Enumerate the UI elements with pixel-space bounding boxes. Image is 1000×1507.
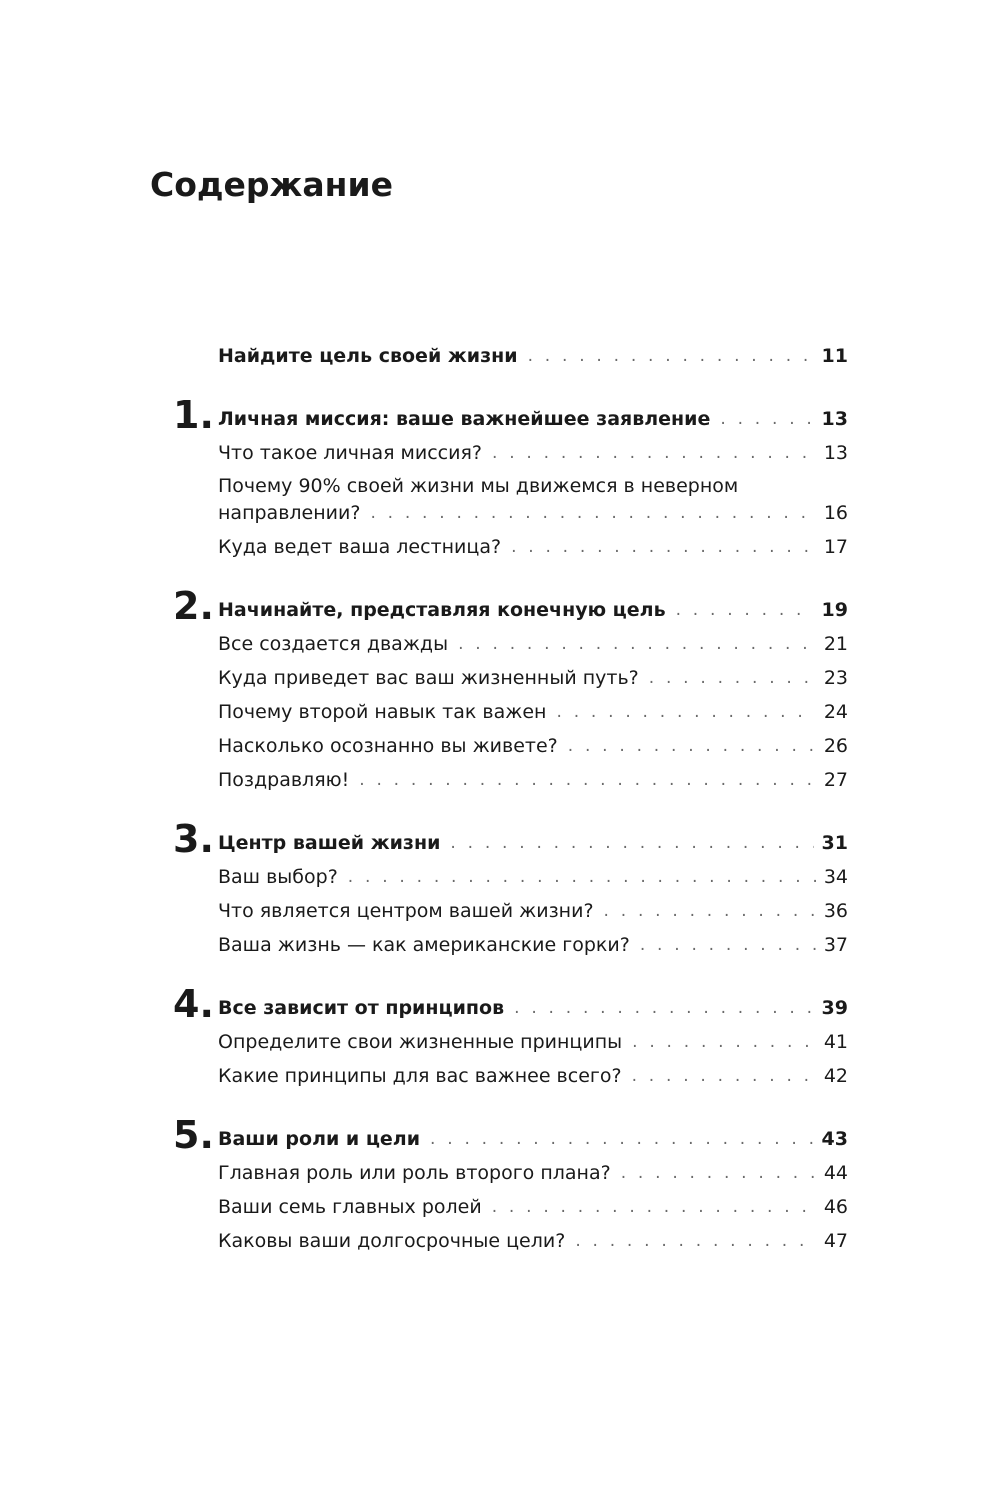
toc-entry-title: Центр вашей жизни [218,832,441,854]
dot-leader [621,1159,816,1187]
toc-section-entry[interactable] [218,1221,848,1255]
toc-page-number: 41 [823,1031,848,1053]
toc-entry-title: Куда ведет ваша лестница? [218,536,502,558]
dot-leader [359,766,816,794]
toc-entry-title: Какие принципы для вас важнее всего? [218,1065,622,1087]
dot-leader [511,533,816,561]
toc-chapter-2 [173,584,848,794]
toc-entry-title: Поздравляю! [218,769,350,791]
toc-chapter-5 [173,1113,848,1255]
chapter-number: 4. [173,982,214,1026]
toc-page-number: 39 [821,997,848,1019]
dot-leader [632,1062,816,1090]
toc-page-number: 16 [823,502,848,524]
toc-entry-title-line1: Почему 90% своей жизни мы движемся в неверном [218,475,739,497]
toc-chapter-entry[interactable] [218,590,848,624]
toc-page-number: 31 [821,832,848,854]
toc-section-entry[interactable] [218,692,848,726]
dot-leader [632,1028,816,1056]
toc-chapter-4 [173,982,848,1090]
toc-entry-title: Почему второй навык так важен [218,701,547,723]
dot-leader [514,994,813,1022]
toc-chapter-entry[interactable] [218,988,848,1022]
toc-page-number: 24 [823,701,848,723]
toc-page-number: 27 [823,769,848,791]
toc-page-number: 11 [821,345,848,367]
toc-entry-title: Ваши роли и цели [218,1128,421,1150]
toc-page-number: 42 [823,1065,848,1087]
toc-page-number: 21 [823,633,848,655]
toc-page-number: 44 [823,1162,848,1184]
toc-section-entry[interactable] [218,760,848,794]
dot-leader [528,342,814,370]
chapter-number: 3. [173,817,214,861]
toc-entry-title: Определите свои жизненные принципы [218,1031,623,1053]
toc-section-entry[interactable] [218,527,848,561]
toc-section-entry[interactable] [218,1153,848,1187]
toc-page-number: 17 [823,536,848,558]
toc-entry-title: Все создается дважды [218,633,449,655]
dot-leader [649,664,816,692]
dot-leader [640,931,816,959]
toc-entry-title: Ваш выбор? [218,866,338,888]
toc-entry-title-line2: направлении? [218,502,361,524]
toc-section-entry[interactable] [218,726,848,760]
toc-entry-title: Личная миссия: ваше важнейшее заявление [218,408,711,430]
toc-chapter-1 [173,393,848,561]
toc-page-number: 13 [821,408,848,430]
toc-section-entry[interactable] [218,624,848,658]
dot-leader [568,732,816,760]
toc-intro-entry[interactable] [218,336,848,370]
toc-page-number: 34 [823,866,848,888]
dot-leader [575,1227,816,1255]
dot-leader [676,596,814,624]
toc-page-number: 47 [823,1230,848,1252]
toc-page-number: 19 [821,599,848,621]
table-of-contents [173,336,848,1255]
dot-leader [370,499,815,527]
toc-chapter-entry[interactable] [218,823,848,857]
dot-leader [604,897,816,925]
toc-page-number: 36 [823,900,848,922]
toc-entry-title: Ваша жизнь — как американские горки? [218,934,630,956]
toc-section-entry-multiline[interactable] [218,473,848,527]
toc-entry-title: Все зависит от принципов [218,997,505,1019]
toc-section-entry[interactable] [218,925,848,959]
toc-entry-title: Начинайте, представляя конечную цель [218,599,666,621]
toc-entry-title: Каковы ваши долгосрочные цели? [218,1230,566,1252]
toc-section-entry[interactable] [218,1187,848,1221]
toc-page-number: 43 [821,1128,848,1150]
toc-section-entry[interactable] [218,891,848,925]
toc-page-number: 13 [823,442,848,464]
chapter-number: 2. [173,584,214,628]
toc-page-number: 46 [823,1196,848,1218]
dot-leader [430,1125,814,1153]
toc-chapter-entry[interactable] [218,1119,848,1153]
dot-leader [720,405,813,433]
toc-page-number: 37 [823,934,848,956]
chapter-number: 5. [173,1113,214,1157]
dot-leader [458,630,816,658]
toc-entry-title: Что является центром вашей жизни? [218,900,594,922]
toc-chapter-entry[interactable] [218,399,848,433]
toc-entry-title: Найдите цель своей жизни [218,345,518,367]
toc-section-entry[interactable] [218,433,848,467]
toc-entry-title: Куда приведет вас ваш жизненный путь? [218,667,639,689]
toc-section-entry[interactable] [218,1056,848,1090]
toc-entry-title: Главная роль или роль второго плана? [218,1162,611,1184]
toc-page-number: 23 [823,667,848,689]
dot-leader [492,1193,816,1221]
toc-section-entry[interactable] [218,658,848,692]
toc-entry-title: Ваши семь главных ролей [218,1196,482,1218]
dot-leader [556,698,815,726]
dot-leader [492,439,816,467]
dot-leader [450,829,813,857]
toc-section-entry[interactable] [218,857,848,891]
toc-page-number: 26 [823,735,848,757]
dot-leader [348,863,816,891]
toc-entry-title: Что такое личная миссия? [218,442,482,464]
toc-entry-title: Насколько осознанно вы живете? [218,735,558,757]
toc-chapter-3 [173,817,848,959]
toc-section-entry[interactable] [218,1022,848,1056]
page-title: Содержание [150,165,393,204]
chapter-number: 1. [173,393,214,437]
